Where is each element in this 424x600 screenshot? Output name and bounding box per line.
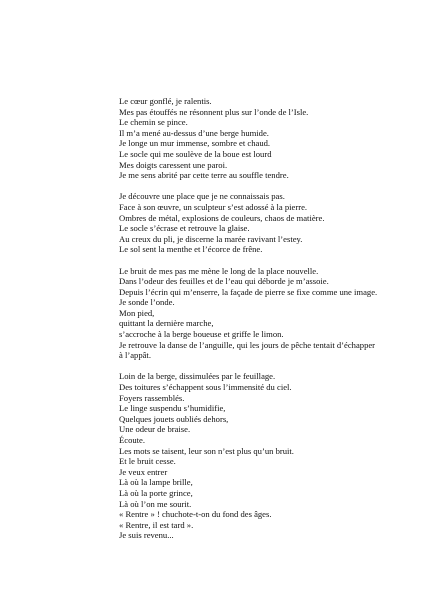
poem-line: Je découvre une place que je ne connaissais pas.	[119, 191, 285, 202]
poem-line: Je retrouve la danse de l’anguille, qui les jours de pêche tentait d’échapper	[119, 339, 376, 350]
poem-line: Il m’a mené au-dessus d’une berge humide.	[119, 127, 269, 138]
poem-line: Je suis revenu...	[119, 530, 174, 541]
poem-line: Une odeur de braise.	[119, 424, 191, 435]
poem-line: Mes pas étouffés ne résonnent plus sur l’onde de l’Isle.	[119, 106, 309, 117]
stanza-4	[119, 371, 419, 541]
poem-line: Là où l’on me sourit.	[119, 498, 192, 509]
poem-line: Je veux entrer	[119, 466, 168, 477]
poem-line: Écoute.	[119, 435, 146, 445]
poem-line: Depuis l’écrin qui m’enserre, la façade de pierre se fixe comme une image.	[119, 286, 378, 297]
poem-text	[119, 96, 419, 541]
poem-line: Mes doigts caressent une paroi.	[119, 159, 228, 170]
poem-line: « Rentre » ! chuchote-t-on du fond des âges.	[119, 509, 272, 520]
poem-line: Le bruit de mes pas me mène le long de la place nouvelle.	[119, 265, 319, 276]
poem-line: « Rentre, il est tard ».	[119, 519, 194, 530]
poem-line: Ombres de métal, explosions de couleurs, chaos de matière.	[119, 212, 325, 223]
poem-line: Les mots se taisent, leur son n’est plus qu’un bruit.	[119, 445, 294, 456]
poem-line: Face à son œuvre, un sculpteur s’est adossé à la pierre.	[119, 201, 308, 212]
poem-line: Là où la porte grince,	[119, 487, 193, 498]
poem-line: Je me sens abrité par cette terre au souffle tendre.	[119, 170, 289, 181]
poem-line: Le chemin se pince.	[119, 117, 188, 128]
poem-line: à l’appât.	[119, 350, 151, 361]
poem-line: Dans l’odeur des feuilles et de l’eau qui déborde je m’assoie.	[119, 276, 329, 287]
poem-line: Foyers rassemblés.	[119, 392, 185, 403]
poem-line: Au creux du pli, je discerne la marée ravivant l’estey.	[119, 233, 303, 244]
poem-line: Je sonde l’onde.	[119, 297, 175, 308]
poem-line: Loin de la berge, dissimulées par le feuillage.	[119, 371, 276, 382]
poem-line: Là où la lampe brille,	[119, 477, 193, 488]
poem-line: Mon pied,	[119, 307, 155, 318]
poem-line: Le socle qui me soulève de la boue est lourd	[119, 148, 272, 159]
poem-line: Je longe un mur immense, sombre et chaud.	[119, 138, 271, 149]
poem-line: Le sol sent la menthe et l’écorce de frêne.	[119, 244, 263, 255]
poem-line: Le linge suspendu s’humidifie,	[119, 403, 226, 414]
poem-line: Le socle s’écrase et retrouve la glaise.	[119, 223, 250, 234]
poem-line: s’accroche à la berge boueuse et griffe le limon.	[119, 329, 284, 340]
poem-line: Et le bruit cesse.	[119, 456, 176, 467]
stanza-3	[119, 266, 419, 361]
stanza-2	[119, 191, 419, 255]
poem-line: Le cœur gonflé, je ralentis.	[119, 96, 212, 106]
poem-line: Quelques jouets oubliés dehors,	[119, 413, 229, 424]
stanza-1	[119, 96, 419, 181]
poem-line: Des toitures s’échappent sous l’immensité du ciel.	[119, 382, 292, 393]
poem-line: quittant la dernière marche,	[119, 318, 214, 329]
